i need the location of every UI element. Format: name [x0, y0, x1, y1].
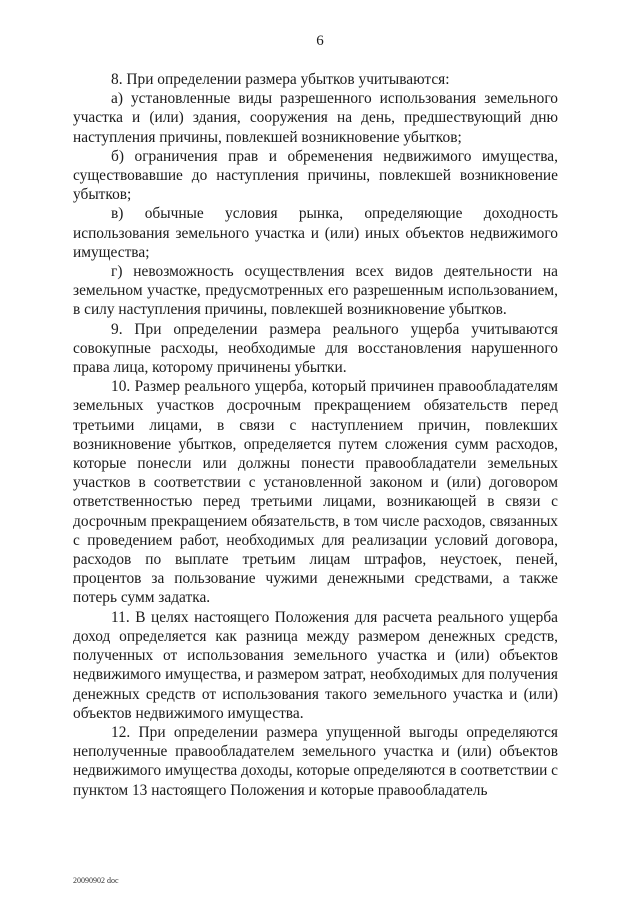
paragraph-11: 11. В целях настоящего Положения для расчета реального ущерба доход определяется как разница между размером денежных средств, полученных от использования земельного участка и (или) объектов недвижимого имущества, и размером затрат, необходимых для получения денежных средств от использования такого земельного участка и (или) объектов недвижимого имущества. [73, 608, 558, 722]
paragraph-12: 12. При определении размера упущенной выгоды определяются неполученные правообладателем земельного участка и (или) объектов недвижимого имущества доходы, которые определяются в соответствии с пунктом 13 настоящего Положения и которые правообладатель [73, 723, 558, 799]
paragraph-8b: б) ограничения прав и обременения недвижимого имущества, существовавшие до наступления причины, повлекшей возникновение убытков; [73, 147, 558, 204]
paragraph-8v: в) обычные условия рынка, определяющие доходность использования земельного участка и (или) иных объектов недвижимого имущества; [73, 205, 558, 261]
paragraph-9: 9. При определении размера реального ущерба учитываются совокупные расходы, необходимые для восстановления нарушенного права лица, которому причинены убытки. [73, 320, 558, 377]
paragraph-10: 10. Размер реального ущерба, который причинен правообладателям земельных участков досрочным прекращением обязательств перед третьими лицами, в связи с наступлением причин, повлекших возникновение убытков, определяется путем сложения сумм расходов, которые понесли или должны понести правообладатели земельных участков в соответствии с установленной законом и (или) договором ответственностью перед третьими лицами, возникающей в связи с досрочным прекращением обязательств, в том числе расходов, связанных с проведением работ, необходимых для реализации условий договора, расходов по выплате третьим лицам штрафов, неустоек, пеней, процентов за пользование чужими денежными средствами, а также потерь сумм задатка. [73, 378, 558, 607]
page-number: 6 [316, 33, 324, 49]
document-body [73, 70, 558, 800]
paragraph-8a: а) установленные виды разрешенного использования земельного участка и (или) здания, сооружения на день, предшествующий дню наступления причины, повлекшей возникновение убытков; [73, 90, 558, 146]
footer-file-code: 20090902 doc [73, 876, 119, 885]
paragraph-8: 8. При определении размера убытков учитываются: [111, 71, 450, 88]
paragraph-8g: г) невозможность осуществления всех видов деятельности на земельном участке, предусмотренных его разрешенным использованием, в силу наступления причины, повлекшей возникновение убытков. [73, 263, 558, 319]
